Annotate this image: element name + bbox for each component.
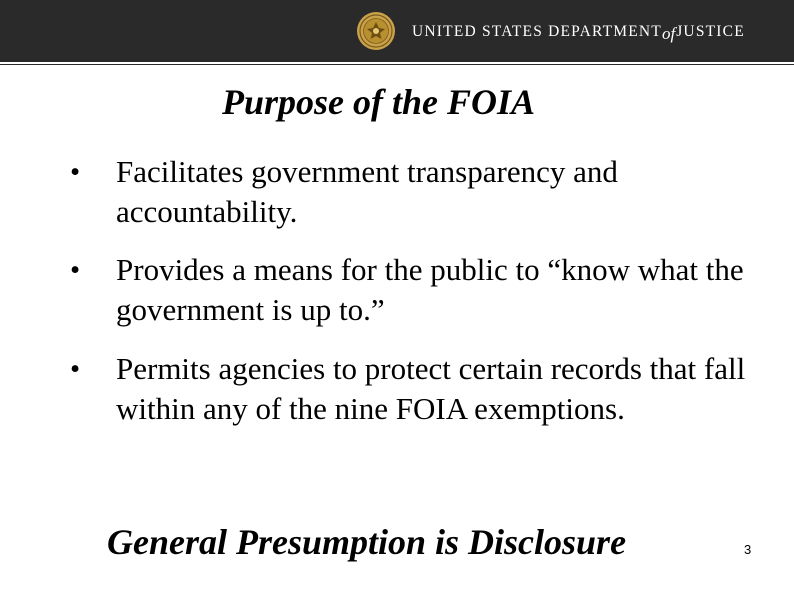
slide-tagline: General Presumption is Disclosure xyxy=(107,522,627,562)
bullet-text: Provides a means for the public to “know what the government is up to.” xyxy=(116,252,744,327)
bullet-text: Permits agencies to protect certain records that fall within any of the nine FOIA exemptions. xyxy=(116,351,746,426)
department-suffix: JUSTICE xyxy=(676,23,745,40)
doj-seal-icon xyxy=(356,11,396,51)
header-bar xyxy=(0,0,794,62)
bullet-marker: • xyxy=(70,254,81,286)
department-of: of xyxy=(661,24,676,43)
department-name xyxy=(412,21,745,43)
bullet-marker: • xyxy=(70,156,81,188)
bullet-text: Facilitates government transparency and accountability. xyxy=(116,154,618,229)
header-divider xyxy=(0,64,794,65)
slide-title: Purpose of the FOIA xyxy=(222,82,536,122)
page-number: 3 xyxy=(744,542,752,557)
department-prefix: UNITED STATES DEPARTMENT xyxy=(412,23,662,40)
bullet-marker: • xyxy=(70,353,81,385)
